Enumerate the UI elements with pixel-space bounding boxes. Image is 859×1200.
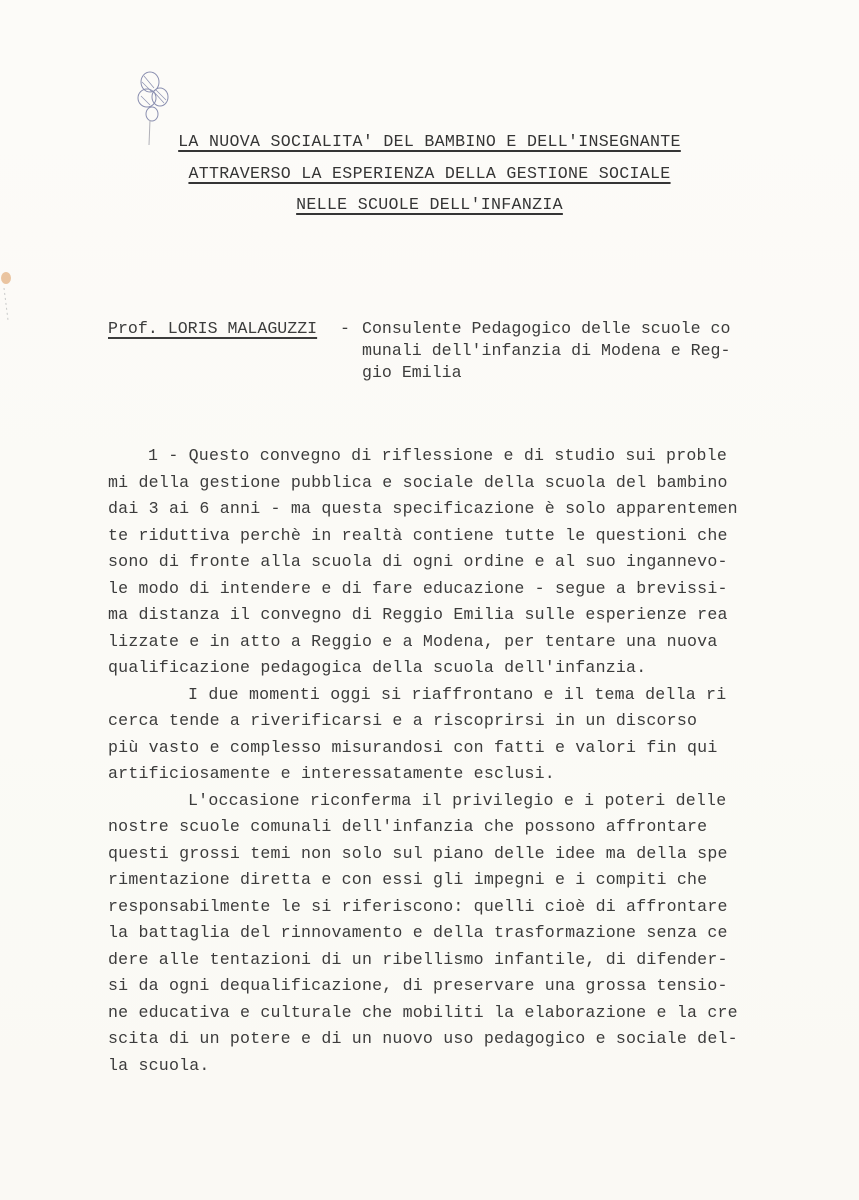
- title-line: NELLE SCUOLE DELL'INFANZIA: [296, 195, 563, 214]
- title-line: LA NUOVA SOCIALITA' DEL BAMBINO E DELL'INSEGNANTE: [178, 132, 681, 151]
- margin-stain: [0, 270, 18, 330]
- body-line: lizzate e in atto a Reggio e a Modena, per tentare una nuova: [108, 631, 718, 651]
- body-line: ne educativa e culturale che mobiliti la elaborazione e la cre: [108, 1002, 738, 1022]
- body-line: sono di fronte alla scuola di ogni ordine e al suo ingannevo-: [108, 552, 728, 571]
- body-line: dai 3 ai 6 anni - ma questa specificazione è solo apparentemen: [108, 499, 738, 518]
- body-line: si da ogni dequalificazione, di preservare una grossa tensio-: [108, 976, 728, 995]
- body-line: artificiosamente e interessatamente esclusi.: [108, 764, 555, 783]
- body-line: L'occasione riconferma il privilegio e i poteri delle: [188, 790, 727, 810]
- body-line: rimentazione diretta e con essi gli impegni e i compiti che: [108, 870, 708, 889]
- body-line: la battaglia del rinnovamento e della trasformazione senza ce: [108, 923, 728, 942]
- title-line: ATTRAVERSO LA ESPERIENZA DELLA GESTIONE SOCIALE: [188, 163, 671, 183]
- document-title: [0, 126, 859, 221]
- body-line: te riduttiva perchè in realtà contiene tutte le questioni che: [108, 525, 728, 545]
- author-separator: -: [340, 319, 350, 338]
- body-line: dere alle tentazioni di un ribellismo infantile, di difender-: [108, 949, 728, 969]
- role-line: gio Emilia: [362, 363, 462, 382]
- body-line: questi grossi temi non solo sul piano delle idee ma della spe: [108, 843, 728, 863]
- role-line: Consulente Pedagogico delle scuole co: [362, 319, 731, 338]
- body-line: mi della gestione pubblica e sociale della scuola del bambino: [108, 472, 728, 492]
- author-name: Prof. LORIS MALAGUZZI: [108, 319, 318, 338]
- body-line: I due momenti oggi si riaffrontano e il tema della ri: [188, 684, 727, 704]
- body-line: più vasto e complesso misurandosi con fatti e valori fin qui: [108, 737, 718, 757]
- body-line: la scuola.: [108, 1055, 210, 1075]
- body-line: responsabilmente le si riferiscono: quelli cioè di affrontare: [108, 896, 728, 916]
- body-line: scita di un potere e di un nuovo uso pedagogico e sociale del-: [108, 1029, 738, 1048]
- body-line: ma distanza il convegno di Reggio Emilia sulle esperienze rea: [108, 605, 728, 624]
- body-line: nostre scuole comunali dell'infanzia che possono affrontare: [108, 817, 708, 836]
- body-text: [108, 443, 788, 1079]
- author-role: [362, 318, 782, 384]
- body-line: cerca tende a riverificarsi e a riscoprirsi in un discorso: [108, 711, 698, 730]
- body-line: le modo di intendere e di fare educazione - segue a brevissi-: [108, 578, 728, 598]
- body-line: qualificazione pedagogica della scuola dell'infanzia.: [108, 658, 647, 677]
- body-line: 1 - Questo convegno di riflessione e di studio sui proble: [148, 446, 727, 465]
- role-line: munali dell'infanzia di Modena e Reg-: [362, 341, 731, 360]
